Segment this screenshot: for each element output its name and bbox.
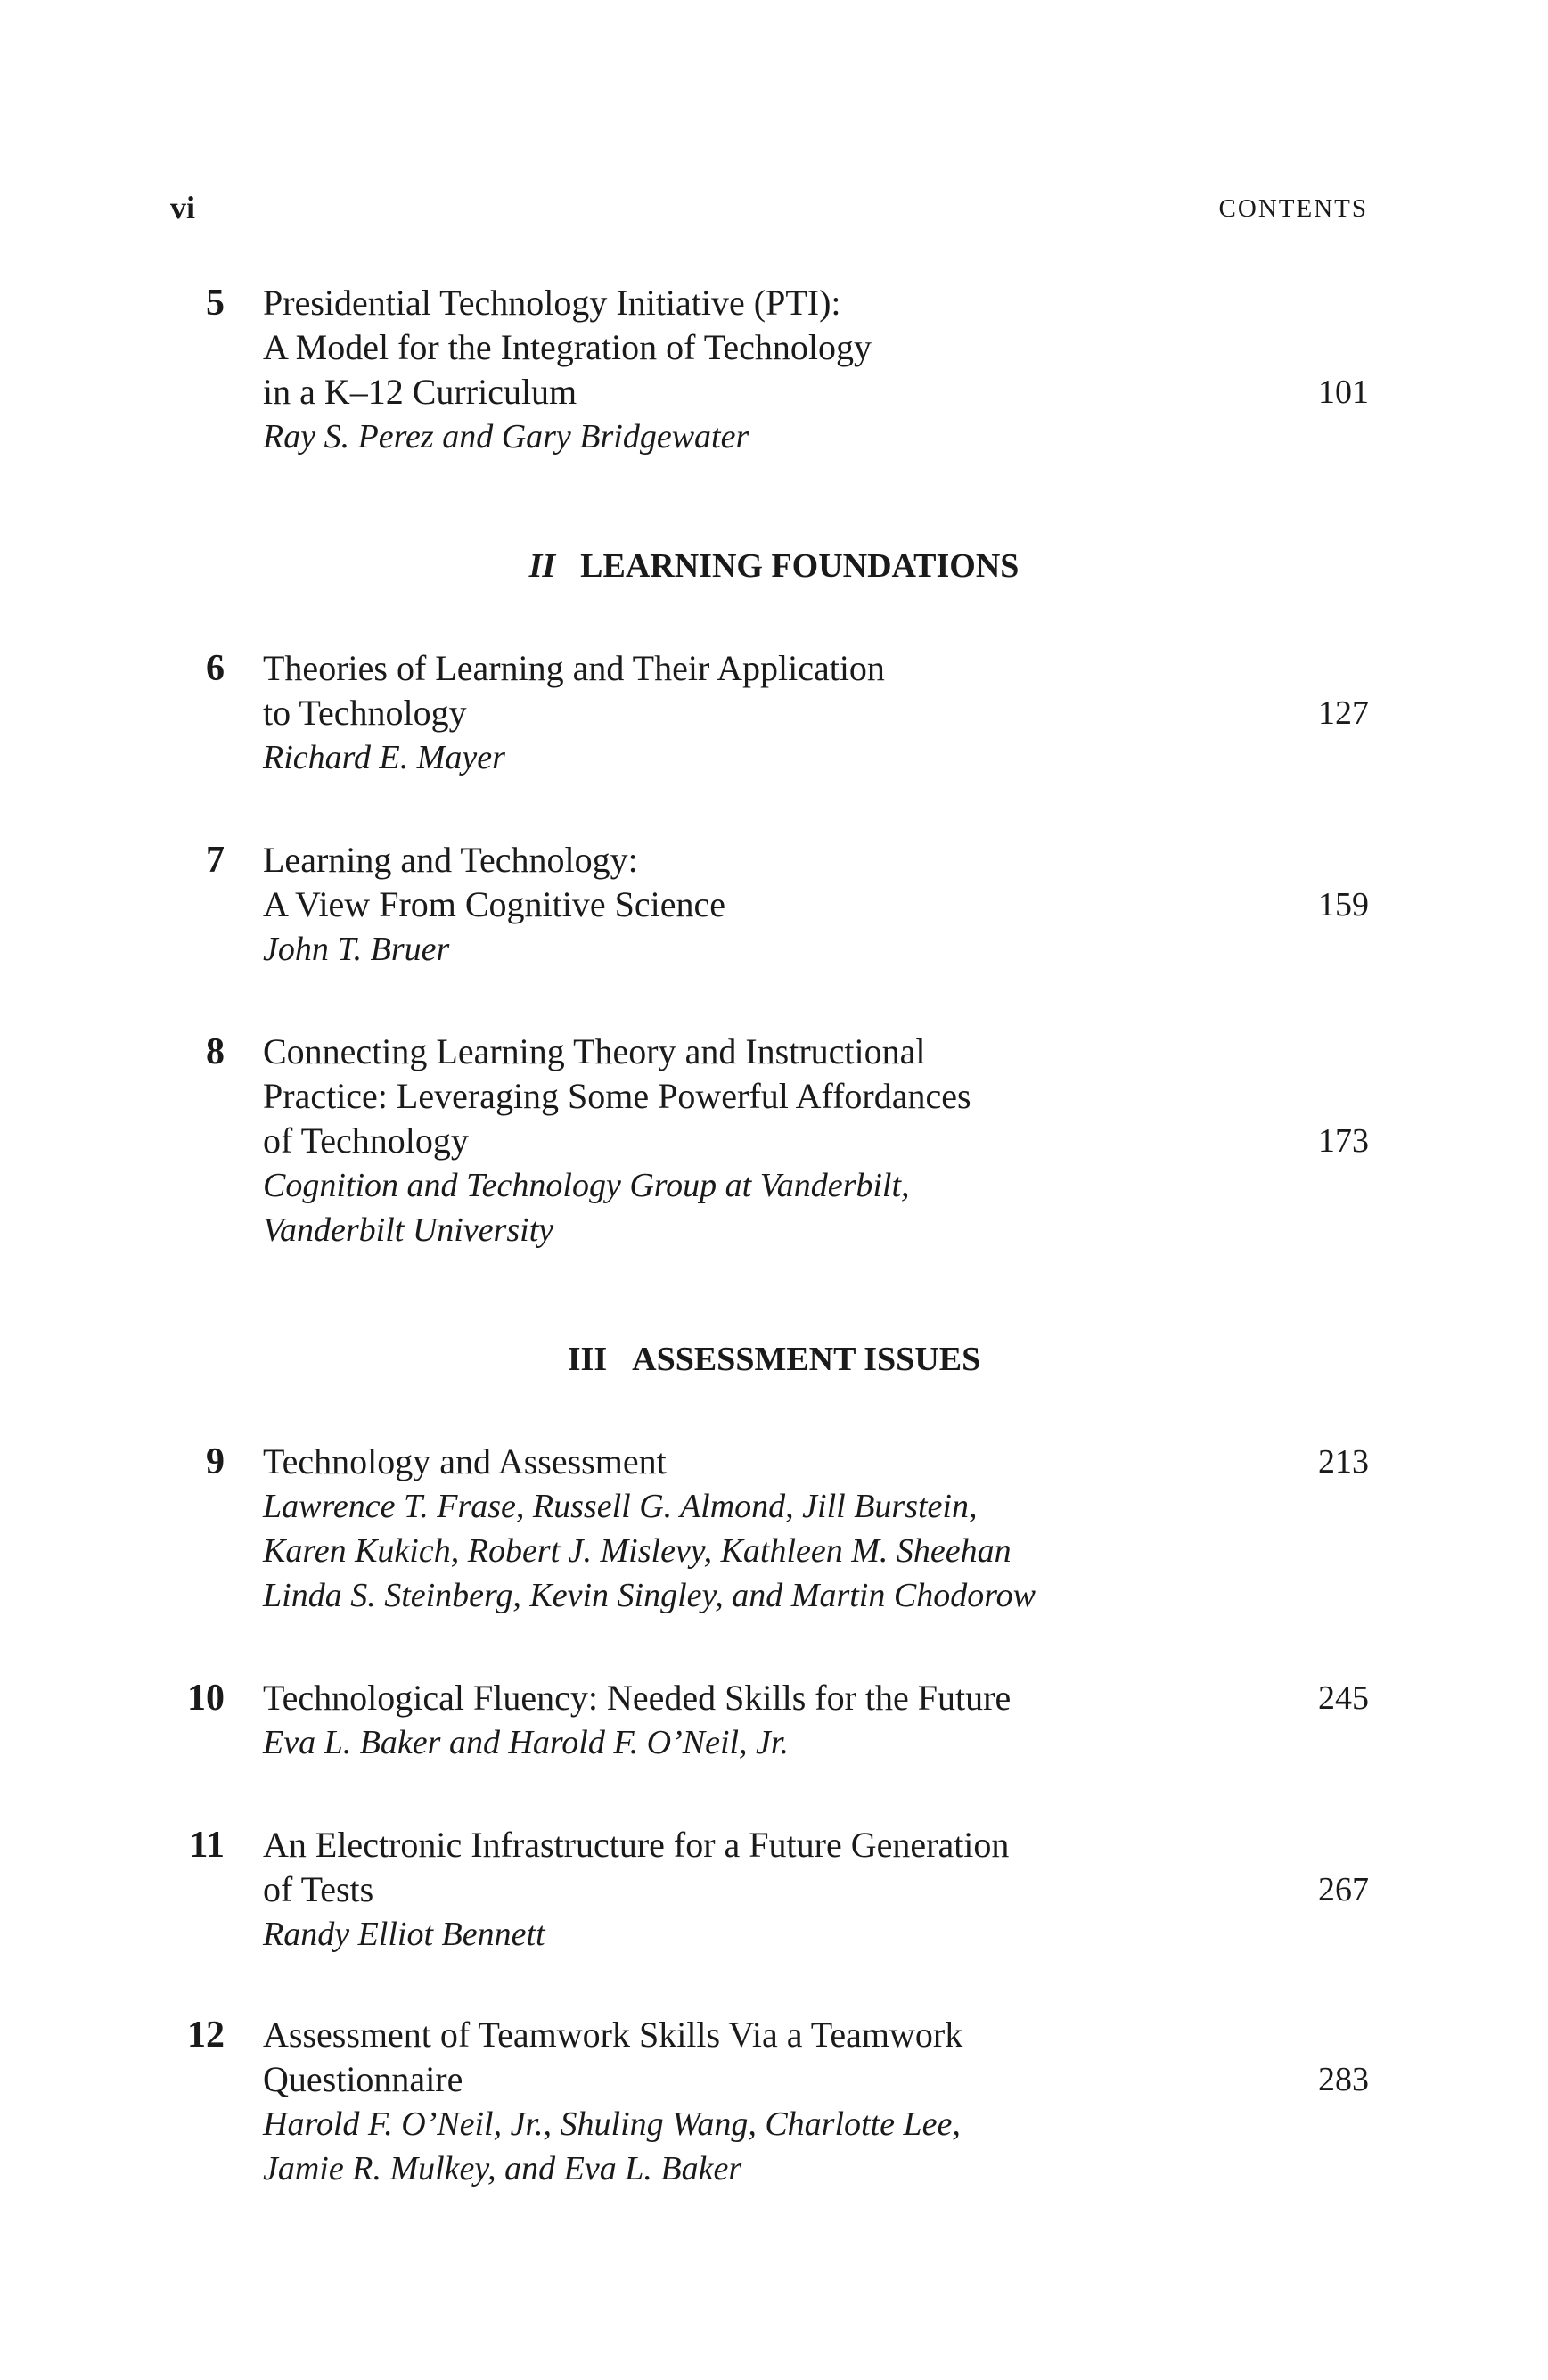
part-heading [0, 1337, 1548, 1382]
running-title: CONTENTS [1218, 194, 1368, 223]
chapter-authors: Randy Elliot Bennett [263, 1916, 545, 1953]
chapter-authors: John T. Bruer [263, 931, 450, 968]
chapter-number: 7 [206, 840, 225, 881]
chapter-authors: Linda S. Steinberg, Kevin Singley, and Martin Chodorow [263, 1577, 1036, 1614]
chapter-authors: Karen Kukich, Robert J. Mislevy, Kathleen M. Sheehan [263, 1532, 1012, 1570]
page-number: 127 [1318, 694, 1369, 732]
chapter-body [263, 1823, 1154, 1957]
part-heading [0, 544, 1548, 588]
chapter-title-line: Technology and Assessment [263, 1441, 667, 1481]
chapter-number: 6 [206, 648, 225, 689]
page-number: 213 [1318, 1443, 1369, 1481]
chapter-authors: Jamie R. Mulkey, and Eva L. Baker [263, 2150, 742, 2187]
page-folio: vi [170, 190, 196, 226]
chapter-title-line: Assessment of Teamwork Skills Via a Teamwork [263, 2015, 963, 2055]
page-number: 267 [1318, 1871, 1369, 1908]
chapter-authors: Ray S. Perez and Gary Bridgewater [263, 418, 749, 455]
part-numeral: III [567, 1341, 608, 1378]
chapter-title-line: An Electronic Infrastructure for a Future Generation [263, 1825, 1010, 1865]
chapter-body [263, 281, 1154, 459]
chapter-title-line: Practice: Leveraging Some Powerful Affordances [263, 1076, 971, 1116]
chapter-title-line: of Technology [263, 1120, 469, 1161]
running-head [170, 189, 1368, 225]
chapter-authors: Richard E. Mayer [263, 739, 505, 776]
chapter-title-line: Connecting Learning Theory and Instructional [263, 1031, 926, 1071]
part-title: LEARNING FOUNDATIONS [580, 547, 1020, 585]
page-number: 101 [1318, 373, 1369, 411]
chapter-title-line: Presidential Technology Initiative (PTI): [263, 283, 841, 323]
chapter-body [263, 2013, 1154, 2191]
chapter-authors: Lawrence T. Frase, Russell G. Almond, Jill Burstein, [263, 1488, 978, 1525]
page-number: 283 [1318, 2061, 1369, 2098]
chapter-body [263, 1440, 1154, 1618]
chapter-number: 5 [206, 283, 225, 324]
chapter-title-line: in a K–12 Curriculum [263, 372, 577, 412]
page-number: 245 [1318, 1679, 1369, 1717]
chapter-authors: Harold F. O’Neil, Jr., Shuling Wang, Charlotte Lee, [263, 2105, 961, 2143]
page-number: 173 [1318, 1122, 1369, 1160]
chapter-title-line: to Technology [263, 693, 467, 733]
chapter-body [263, 838, 1154, 972]
chapter-title-line: A Model for the Integration of Technology [263, 327, 872, 367]
chapter-number: 11 [189, 1825, 225, 1866]
chapter-title-line: A View From Cognitive Science [263, 884, 726, 924]
chapter-title-line: Technological Fluency: Needed Skills for the Future [263, 1678, 1012, 1718]
chapter-number: 12 [187, 2015, 225, 2056]
part-title: ASSESSMENT ISSUES [632, 1341, 981, 1378]
chapter-title-line: Learning and Technology: [263, 840, 638, 880]
chapter-title-line: Questionnaire [263, 2059, 463, 2099]
chapter-number: 8 [206, 1031, 225, 1072]
chapter-body [263, 646, 1154, 780]
chapter-number: 9 [206, 1441, 225, 1482]
chapter-body [263, 1030, 1154, 1252]
chapter-authors: Eva L. Baker and Harold F. O’Neil, Jr. [263, 1724, 790, 1761]
chapter-title-line: of Tests [263, 1869, 374, 1909]
chapter-body [263, 1676, 1154, 1765]
part-numeral: II [528, 547, 556, 585]
chapter-number: 10 [187, 1678, 225, 1719]
page-number: 159 [1318, 886, 1369, 923]
chapter-authors: Cognition and Technology Group at Vanderbilt, [263, 1167, 910, 1204]
chapter-authors: Vanderbilt University [263, 1211, 554, 1249]
chapter-title-line: Theories of Learning and Their Application [263, 648, 885, 688]
